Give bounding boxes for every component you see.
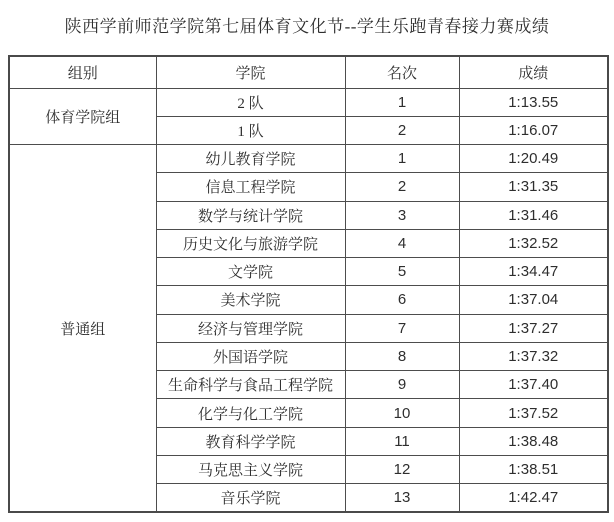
column-header-rank: 名次 xyxy=(345,56,459,88)
score-cell: 1:16.07 xyxy=(459,116,608,144)
rank-cell: 2 xyxy=(345,173,459,201)
college-cell: 1 队 xyxy=(156,116,345,144)
rank-cell: 6 xyxy=(345,286,459,314)
college-cell: 信息工程学院 xyxy=(156,173,345,201)
rank-cell: 9 xyxy=(345,371,459,399)
score-cell: 1:13.55 xyxy=(459,88,608,116)
score-cell: 1:37.40 xyxy=(459,371,608,399)
page-title: 陕西学前师范学院第七届体育文化节--学生乐跑青春接力赛成绩 xyxy=(64,17,550,36)
score-cell: 1:31.46 xyxy=(459,201,608,229)
college-cell: 经济与管理学院 xyxy=(156,314,345,342)
college-cell: 幼儿教育学院 xyxy=(156,145,345,173)
rank-cell: 3 xyxy=(345,201,459,229)
rank-cell: 8 xyxy=(345,342,459,370)
score-cell: 1:31.35 xyxy=(459,173,608,201)
rank-cell: 11 xyxy=(345,427,459,455)
college-cell: 2 队 xyxy=(156,88,345,116)
score-cell: 1:38.51 xyxy=(459,455,608,483)
group-cell: 普通组 xyxy=(9,145,156,512)
college-cell: 美术学院 xyxy=(156,286,345,314)
college-cell: 音乐学院 xyxy=(156,484,345,512)
college-cell: 教育科学学院 xyxy=(156,427,345,455)
rank-cell: 5 xyxy=(345,258,459,286)
rank-cell: 1 xyxy=(345,88,459,116)
college-cell: 数学与统计学院 xyxy=(156,201,345,229)
college-cell: 外国语学院 xyxy=(156,342,345,370)
column-header-group: 组别 xyxy=(9,56,156,88)
results-table xyxy=(8,55,609,513)
rank-cell: 4 xyxy=(345,229,459,257)
rank-cell: 13 xyxy=(345,484,459,512)
college-cell: 文学院 xyxy=(156,258,345,286)
rank-cell: 1 xyxy=(345,145,459,173)
rank-cell: 10 xyxy=(345,399,459,427)
score-cell: 1:38.48 xyxy=(459,427,608,455)
group-cell: 体育学院组 xyxy=(9,88,156,145)
college-cell: 生命科学与食品工程学院 xyxy=(156,371,345,399)
score-cell: 1:37.52 xyxy=(459,399,608,427)
rank-cell: 12 xyxy=(345,455,459,483)
score-cell: 1:32.52 xyxy=(459,229,608,257)
column-header-college: 学院 xyxy=(156,56,345,88)
header-row xyxy=(9,56,608,88)
rank-cell: 2 xyxy=(345,116,459,144)
results-table-body xyxy=(9,88,608,512)
score-cell: 1:37.04 xyxy=(459,286,608,314)
score-cell: 1:42.47 xyxy=(459,484,608,512)
score-cell: 1:20.49 xyxy=(459,145,608,173)
table-row xyxy=(9,88,608,116)
score-cell: 1:37.27 xyxy=(459,314,608,342)
column-header-score: 成绩 xyxy=(459,56,608,88)
college-cell: 历史文化与旅游学院 xyxy=(156,229,345,257)
score-cell: 1:34.47 xyxy=(459,258,608,286)
rank-cell: 7 xyxy=(345,314,459,342)
college-cell: 马克思主义学院 xyxy=(156,455,345,483)
score-cell: 1:37.32 xyxy=(459,342,608,370)
college-cell: 化学与化工学院 xyxy=(156,399,345,427)
table-row xyxy=(9,145,608,173)
